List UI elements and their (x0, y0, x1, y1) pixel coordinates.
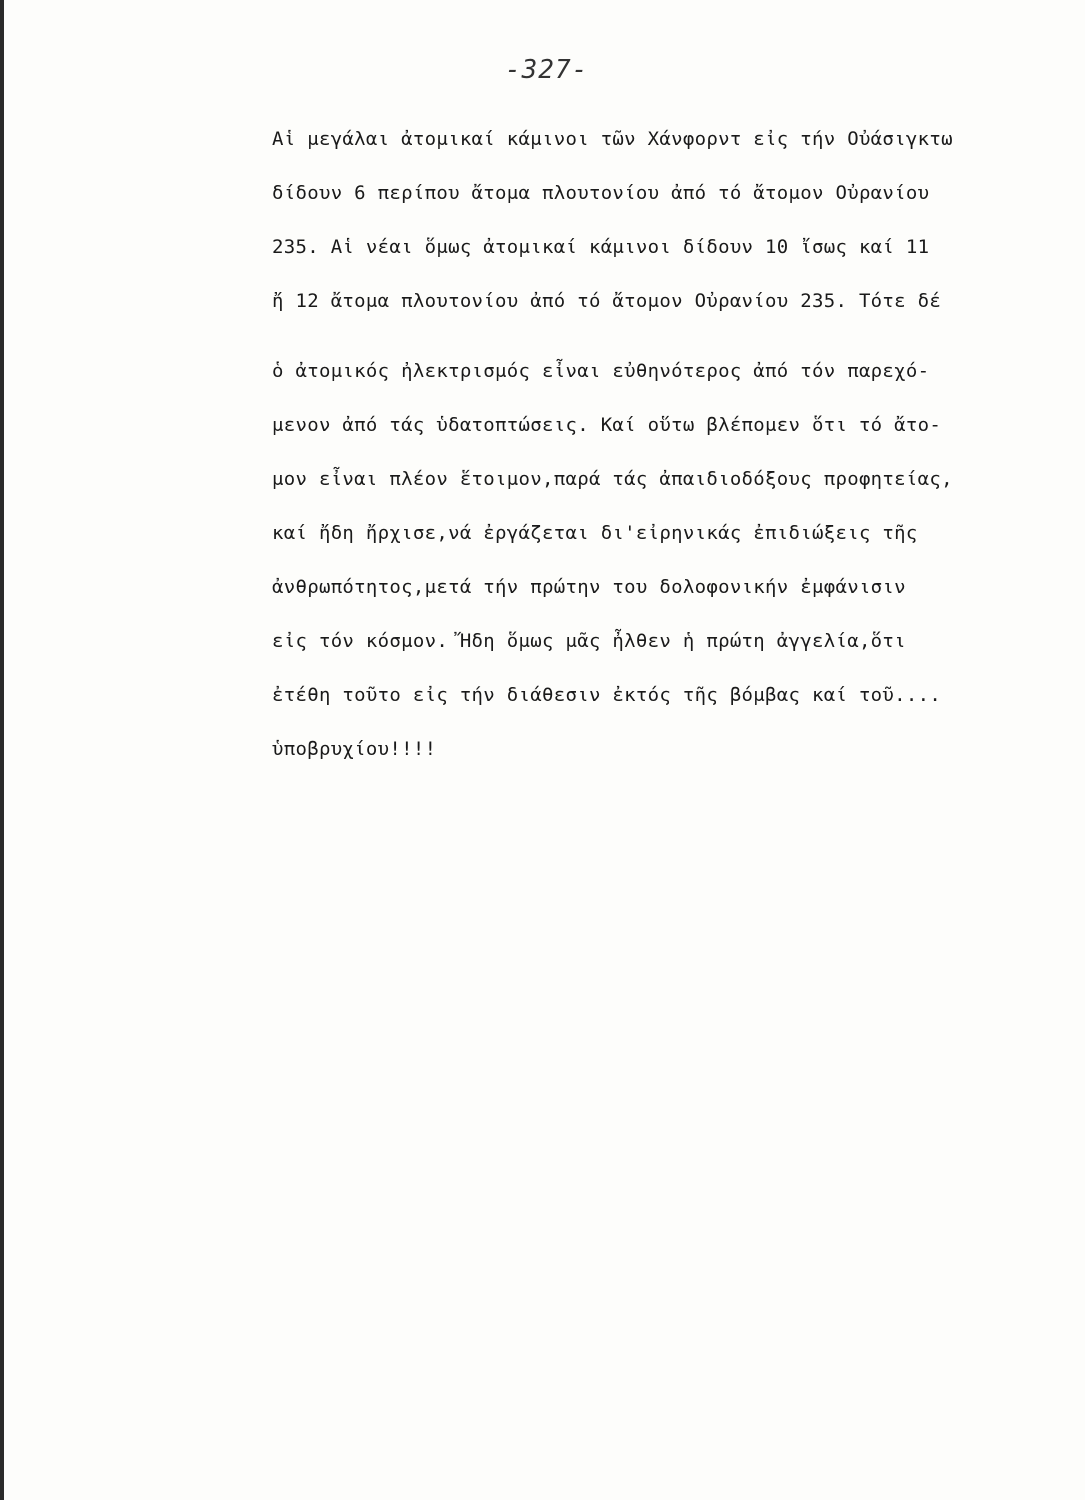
text-line: εἰς τόν κόσμον. Ἤδη ὅμως μᾶς ἦλθεν ἡ πρώτη ἀγγελία,ὅτι (272, 630, 906, 652)
text-line: ἤ 12 ἄτομα πλουτονίου ἀπό τό ἄτομον Οὐρανίου 235. Τότε δέ (272, 290, 942, 312)
text-line: 235. Αἱ νέαι ὅμως ἀτομικαί κάμινοι δίδουν 10 ἴσως καί 11 (272, 236, 930, 258)
text-line: μενον ἀπό τάς ὑδατοπτώσεις. Καί οὕτω βλέπομεν ὅτι τό ἄτο- (272, 414, 942, 436)
text-line: ὁ ἀτομικός ἠλεκτρισμός εἶναι εὐθηνότερος ἀπό τόν παρεχό- (272, 360, 930, 382)
text-line: δίδουν 6 περίπου ἄτομα πλουτονίου ἀπό τό ἄτομον Οὐρανίου (272, 182, 930, 204)
text-line: ἀνθρωπότητος,μετά τήν πρώτην του δολοφονικήν ἐμφάνισιν (272, 576, 906, 598)
text-line: καί ἤδη ἤρχισε,νά ἐργάζεται δι'εἰρηνικάς ἐπιδιώξεις τῆς (272, 522, 918, 544)
paragraph-1 (272, 112, 1072, 328)
text-line: ὑποβρυχίου!!!! (272, 738, 437, 760)
paragraph-2 (272, 344, 1072, 776)
text-line: ἐτέθη τοῦτο εἰς τήν διάθεσιν ἐκτός τῆς βόμβας καί τοῦ.... (272, 684, 942, 706)
text-line: Αἱ μεγάλαι ἀτομικαί κάμινοι τῶν Χάνφορντ εἰς τήν Οὐάσιγκτω (272, 128, 953, 150)
text-line: μον εἶναι πλέον ἕτοιμον,παρά τάς ἀπαιδιοδόξους προφητείας, (272, 468, 953, 490)
body-text (272, 112, 1072, 776)
page-number: -327- (505, 55, 589, 85)
page-edge (0, 0, 4, 1500)
